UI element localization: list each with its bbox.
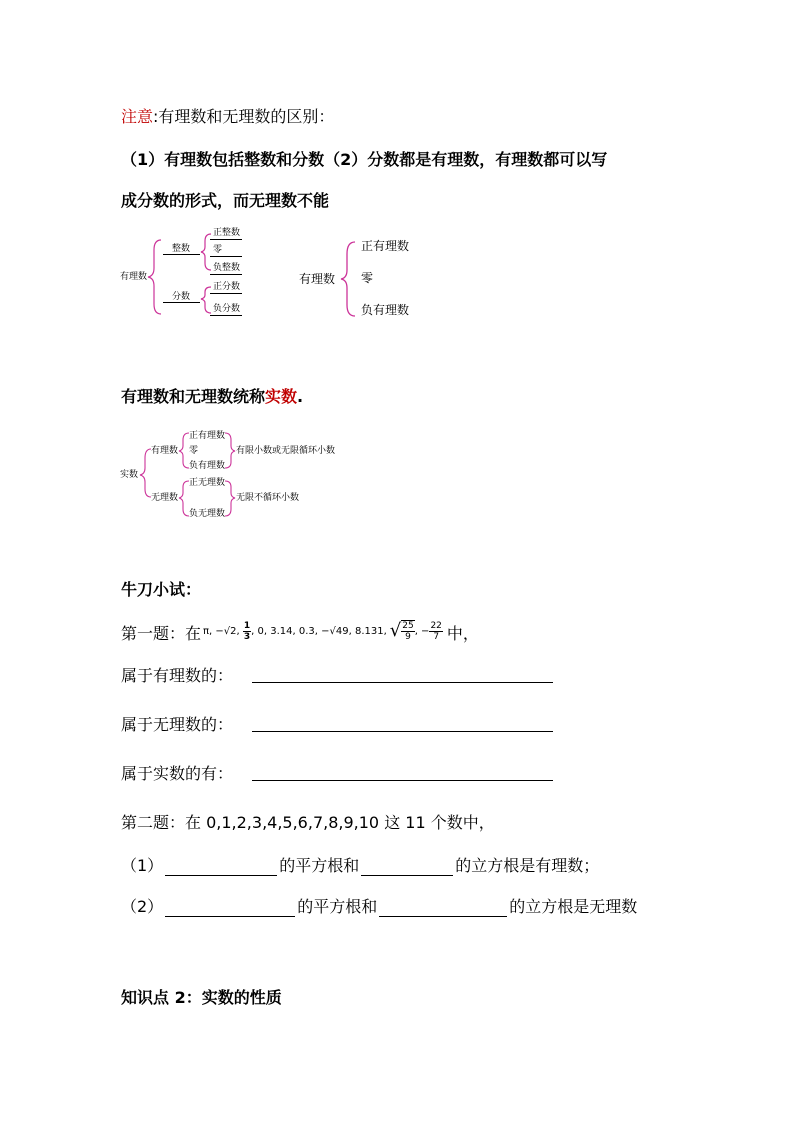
diagram2-item: 负有理数 bbox=[361, 303, 410, 317]
q2-item2-blank-b[interactable] bbox=[379, 900, 507, 917]
diagram1-fraction-item: 正分数 bbox=[213, 282, 241, 292]
q1-blank-label-rational: 属于有理数的： bbox=[121, 666, 234, 685]
q2-item2-blank-a[interactable] bbox=[165, 900, 295, 917]
diagram3-irrational: 无理数 bbox=[151, 493, 179, 503]
diagram1-integer-item: 零 bbox=[213, 245, 223, 255]
diagram3-rational-item: 正有理数 bbox=[189, 431, 226, 441]
diagram3-rational-note: 有限小数或无限循环小数 bbox=[236, 446, 336, 456]
quiz-title: 牛刀小试： bbox=[121, 580, 202, 599]
q1-suffix: 中， bbox=[446, 624, 479, 643]
diagram3-root: 实数 bbox=[120, 470, 139, 480]
diagram3-irrational-item: 负无理数 bbox=[189, 509, 226, 519]
q1-blank-label-real: 属于实数的有： bbox=[121, 764, 234, 783]
q1-neg-sqrt2: −√2 bbox=[215, 625, 237, 637]
diagram3-irrational-note: 无限不循环小数 bbox=[236, 493, 300, 503]
q2-item1-mid: 的平方根和 bbox=[279, 856, 360, 875]
diagram3-rational-item: 负有理数 bbox=[189, 461, 226, 471]
question-1-prompt bbox=[121, 616, 479, 652]
q2-item-1 bbox=[121, 856, 599, 876]
diagram3-irrational-item: 正无理数 bbox=[189, 478, 226, 488]
q2-item2-end: 的立方根是无理数 bbox=[509, 897, 638, 916]
q1-number-list: π , −√2 , $\frac{1}{3}$ , 0, 3.14, 0.3, −√49, 8.131, √ $\frac{25}{9}$ , − $\frac{22}{7}$ bbox=[203, 620, 442, 642]
diagram1-fraction-item: 负分数 bbox=[213, 304, 241, 314]
diagram1-fraction: 分数 bbox=[172, 292, 191, 302]
q2-item2-mid: 的平方根和 bbox=[297, 897, 378, 916]
note-label: 注意 bbox=[121, 107, 154, 126]
q1-fraction-one-third: $\frac{1}{3}$ bbox=[243, 620, 251, 642]
diagram2-item: 零 bbox=[361, 271, 374, 285]
diagram1-integer-item: 负整数 bbox=[213, 263, 241, 273]
q1-answer-blank-irrational[interactable] bbox=[252, 731, 553, 732]
q2-item-2 bbox=[121, 897, 637, 917]
diagram3-rational-item: 零 bbox=[189, 446, 199, 456]
q2-item2-index: （2） bbox=[121, 897, 164, 916]
q1-answer-blank-rational[interactable] bbox=[252, 682, 553, 683]
definition-highlight: 实数 bbox=[265, 387, 298, 406]
q1-sqrt-fraction: √ $\frac{25}{9}$ bbox=[389, 620, 414, 642]
diagram2-item: 正有理数 bbox=[361, 239, 410, 253]
q1-pi: π bbox=[203, 625, 210, 637]
diagram3-rational: 有理数 bbox=[151, 446, 179, 456]
q1-answer-blank-real[interactable] bbox=[252, 780, 553, 781]
difference-line-1: （1）有理数包括整数和分数（2）分数都是有理数，有理数都可以写 bbox=[121, 150, 608, 169]
note-text: :有理数和无理数的区别： bbox=[153, 107, 335, 126]
diagram1-integer-item: 正整数 bbox=[213, 228, 241, 238]
question-2-prompt: 第二题：在 0,1,2,3,4,5,6,7,8,9,10 这 11 个数中， bbox=[121, 813, 495, 832]
knowledge-point-heading: 知识点 2：实数的性质 bbox=[121, 988, 282, 1007]
definition-suffix: . bbox=[297, 387, 304, 406]
q2-item1-end: 的立方根是有理数； bbox=[455, 856, 600, 875]
q2-item1-blank-b[interactable] bbox=[361, 859, 453, 876]
q2-item1-index: （1） bbox=[121, 856, 164, 875]
diagram1-root: 有理数 bbox=[120, 272, 148, 282]
q1-prefix: 第一题：在 bbox=[121, 624, 202, 643]
q1-blank-label-irrational: 属于无理数的： bbox=[121, 715, 234, 734]
q1-middle-values: 0, 3.14, 0.3, −√49, 8.131, bbox=[257, 625, 387, 637]
definition-prefix: 有理数和无理数统称 bbox=[121, 387, 266, 406]
diagram1-integer: 整数 bbox=[172, 244, 191, 254]
diagram2-root: 有理数 bbox=[299, 272, 336, 286]
q1-neg-fraction: $\frac{22}{7}$ bbox=[430, 620, 442, 642]
difference-line-2: 成分数的形式，而无理数不能 bbox=[121, 191, 330, 210]
q2-item1-blank-a[interactable] bbox=[165, 859, 277, 876]
